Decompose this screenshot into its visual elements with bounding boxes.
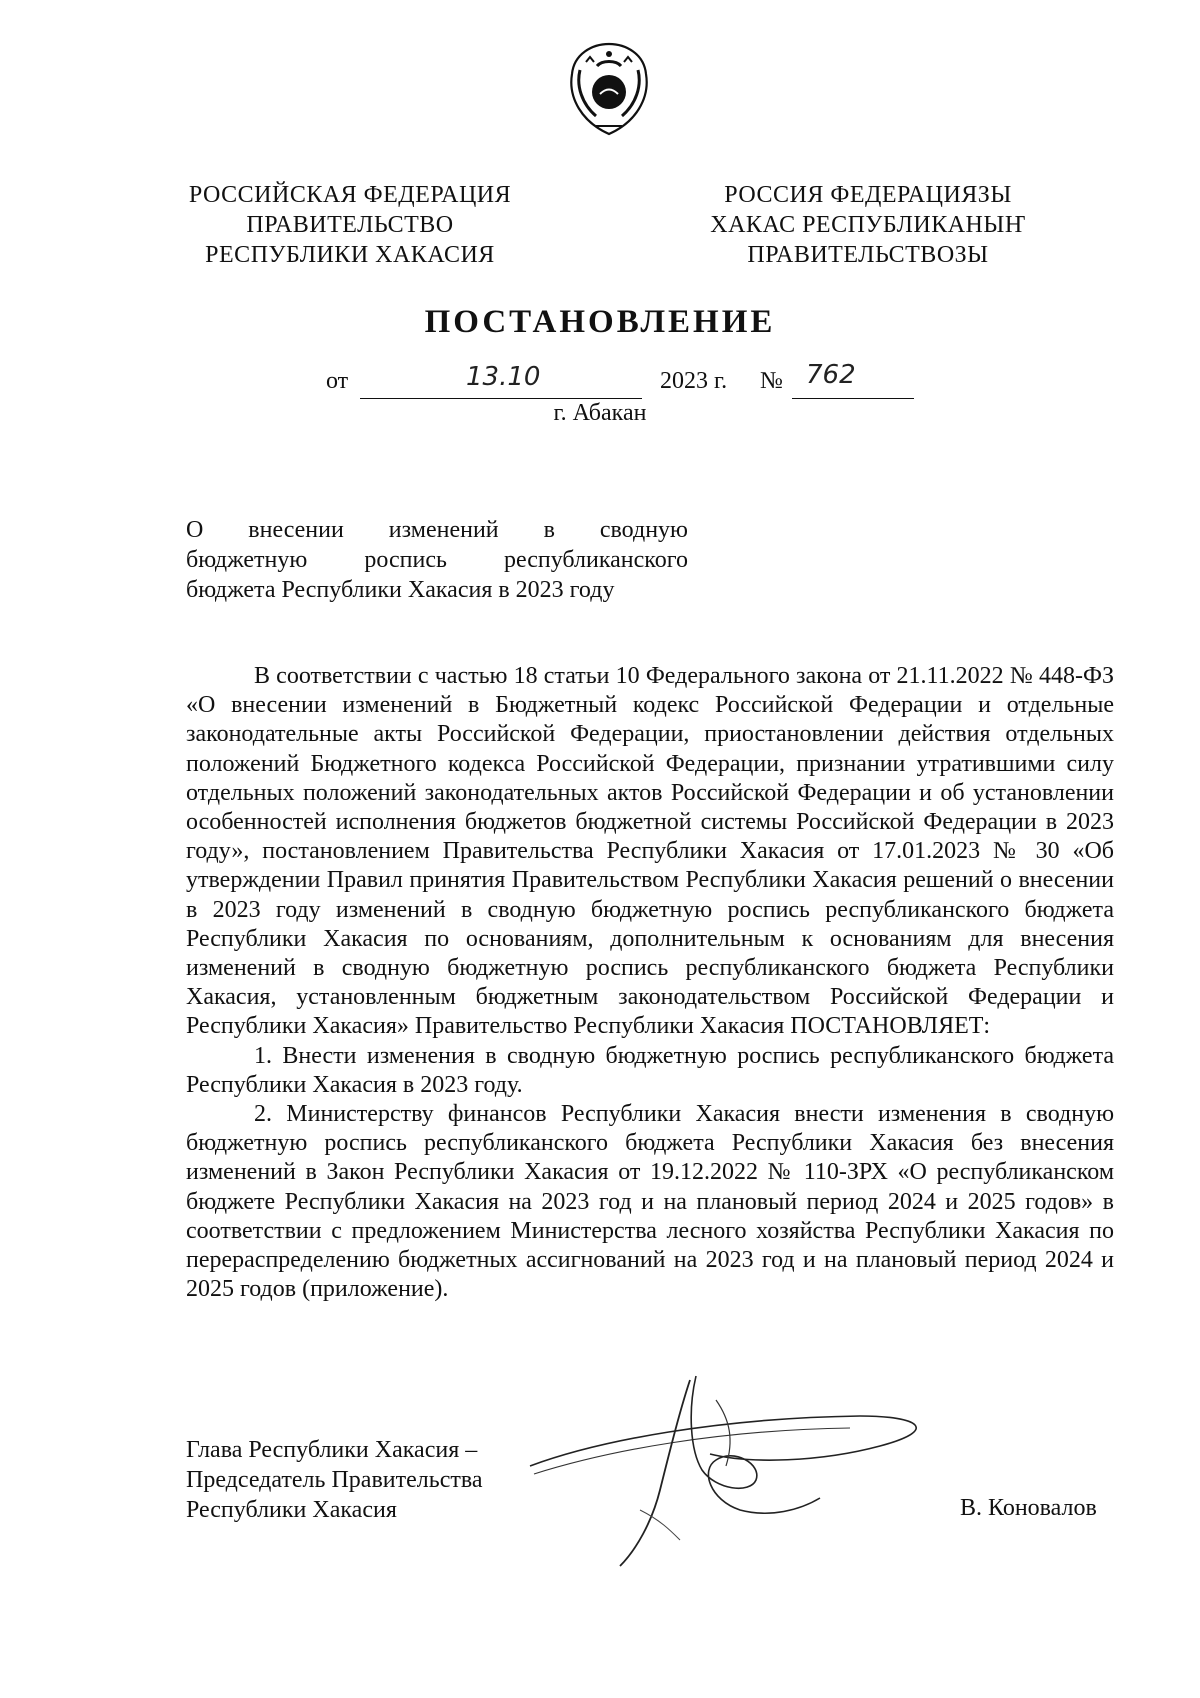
header-right-line: ХАКАС РЕСПУБЛИКАНЫҤ bbox=[710, 212, 1026, 238]
subject-word: в bbox=[543, 517, 555, 543]
document-body bbox=[186, 662, 1114, 1304]
header-left-line: ПРАВИТЕЛЬСТВО bbox=[246, 212, 454, 238]
subject-word: сводную bbox=[599, 517, 688, 543]
signatory-position-line: Республики Хакасия bbox=[186, 1497, 397, 1523]
subject-line: бюджета Республики Хакасия в 2023 году bbox=[186, 577, 615, 603]
city-label: г. Абакан bbox=[553, 400, 647, 426]
document-subject bbox=[186, 515, 688, 605]
subject-word: внесении bbox=[248, 517, 344, 543]
date-underline bbox=[360, 398, 642, 399]
signatory-position bbox=[186, 1435, 483, 1525]
date-handwritten: 13.10 bbox=[466, 362, 541, 392]
number-handwritten: 762 bbox=[806, 360, 856, 390]
header-right-line: РОССИЯ ФЕДЕРАЦИЯЗЫ bbox=[724, 182, 1012, 208]
subject-word: роспись bbox=[364, 547, 447, 573]
resolution-item-1: 1. Внести изменения в сводную бюджетную роспись республиканского бюджета Республики Хакасия в 2023 году. bbox=[186, 1042, 1114, 1098]
resolution-item-2: 2. Министерству финансов Республики Хакасия внести изменения в сводную бюджетную роспись республиканского бюджета Республики Хакасия без внесения изменений в Закон Республики Хакасия от 19.12.2022 № 110-ЗРХ «О республиканском бюджете Республики Хакасия на 2023 год и на плановый период 2024 и 2025 годов» в соответствии с предложением Министерства лесного хозяйства Республики Хакасия по перераспределению бюджетных ассигнований на 2023 год и на плановый период 2024 и 2025 годов (приложение). bbox=[186, 1101, 1114, 1303]
subject-word: О bbox=[186, 517, 204, 543]
subject-line bbox=[186, 515, 688, 545]
header-right-line: ПРАВИТЕЛЬСТВОЗЫ bbox=[747, 242, 989, 268]
header-left-block bbox=[180, 180, 520, 270]
header-left-line: РЕСПУБЛИКИ ХАКАСИЯ bbox=[205, 242, 495, 268]
khakassia-coat-of-arms-icon bbox=[566, 40, 652, 138]
header-right-block bbox=[688, 180, 1048, 270]
year-label: 2023 г. bbox=[660, 368, 728, 394]
number-underline bbox=[792, 398, 914, 399]
date-from-label: от bbox=[326, 368, 349, 394]
handwritten-signature bbox=[520, 1370, 980, 1570]
subject-word: республиканского bbox=[503, 547, 688, 573]
signatory-name: В. Коновалов bbox=[960, 1495, 1097, 1521]
signatory-position-line: Глава Республики Хакасия – bbox=[186, 1437, 478, 1463]
subject-word: бюджетную bbox=[186, 547, 308, 573]
subject-line bbox=[186, 545, 688, 575]
number-label: № bbox=[760, 368, 783, 394]
document-type-title: ПОСТАНОВЛЕНИЕ bbox=[424, 304, 776, 340]
header-left-line: РОССИЙСКАЯ ФЕДЕРАЦИЯ bbox=[188, 182, 512, 208]
preamble-paragraph: В соответствии с частью 18 статьи 10 Федерального закона от 21.11.2022 № 448-ФЗ «О внесении изменений в Бюджетный кодекс Российской Федерации и отдельные законодательные акты Российской Федерации, приостановлении действия отдельных положений Бюджетного кодекса Российской Федерации, признании утратившими силу отдельных положений законодательных актов Российской Федерации и об установлении особенностей исполнения бюджетов бюджетной системы Российской Федерации в 2023 году», постановлением Правительства Республики Хакасия от 17.01.2023 № 30 «Об утверждении Правил принятия Правительством Республики Хакасия решений о внесении в 2023 году изменений в сводную бюджетную роспись республиканского бюджета Республики Хакасия по основаниям, дополнительным к основаниям для внесения изменений в сводную бюджетную роспись республиканского бюджета Республики Хакасия, установленным бюджетным законодательством Российской Федерации и Республики Хакасия» Правительство Республики Хакасия ПОСТАНОВЛЯЕТ: bbox=[186, 663, 1114, 1040]
subject-word: изменений bbox=[388, 517, 499, 543]
signatory-position-line: Председатель Правительства bbox=[186, 1467, 483, 1493]
